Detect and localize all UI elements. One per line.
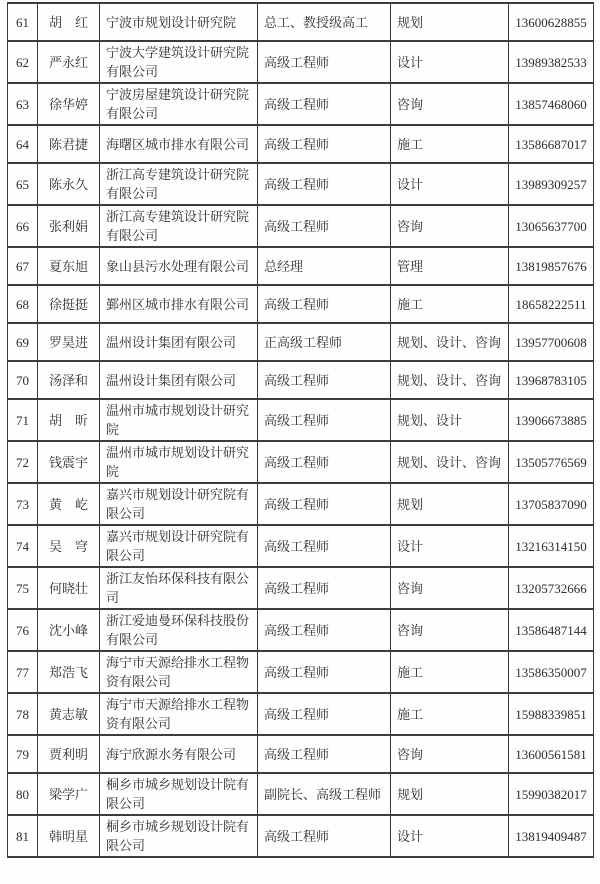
- cell-organization: 鄞州区城市排水有限公司: [100, 285, 258, 323]
- cell-row-number: 76: [8, 609, 38, 651]
- cell-row-number: 61: [8, 3, 38, 41]
- cell-professional-title: 高级工程师: [258, 361, 391, 399]
- table-row-68: [8, 285, 594, 323]
- cell-specialty: 规划、设计、咨询: [391, 441, 509, 483]
- cell-row-number: 81: [8, 815, 38, 857]
- cell-phone-number: 13505776569: [509, 441, 594, 483]
- cell-phone-number: 13586687017: [509, 125, 594, 163]
- cell-expert-name: 梁学广: [38, 773, 100, 815]
- cell-organization: 浙江高专建筑设计研究院有限公司: [100, 163, 258, 205]
- cell-professional-title: 总工、教授级高工: [258, 3, 391, 41]
- cell-professional-title: 高级工程师: [258, 125, 391, 163]
- cell-row-number: 67: [8, 247, 38, 285]
- cell-phone-number: 13216314150: [509, 525, 594, 567]
- cell-phone-number: 13586487144: [509, 609, 594, 651]
- cell-expert-name: 胡 昕: [38, 399, 100, 441]
- cell-expert-name: 沈小峰: [38, 609, 100, 651]
- table-row-80: [8, 773, 594, 815]
- cell-row-number: 68: [8, 285, 38, 323]
- table-row-63: [8, 83, 594, 125]
- cell-row-number: 66: [8, 205, 38, 247]
- cell-organization: 桐乡市城乡规划设计院有限公司: [100, 815, 258, 857]
- cell-professional-title: 正高级工程师: [258, 323, 391, 361]
- cell-row-number: 71: [8, 399, 38, 441]
- cell-phone-number: 13205732666: [509, 567, 594, 609]
- cell-professional-title: 高级工程师: [258, 399, 391, 441]
- cell-row-number: 80: [8, 773, 38, 815]
- cell-phone-number: 13857468060: [509, 83, 594, 125]
- table-row-62: [8, 41, 594, 83]
- cell-professional-title: 高级工程师: [258, 205, 391, 247]
- cell-phone-number: 13957700608: [509, 323, 594, 361]
- cell-professional-title: 高级工程师: [258, 567, 391, 609]
- cell-professional-title: 高级工程师: [258, 163, 391, 205]
- cell-phone-number: 15990382017: [509, 773, 594, 815]
- table-row-61: [8, 3, 594, 41]
- cell-expert-name: 钱震宇: [38, 441, 100, 483]
- table-row-79: [8, 735, 594, 773]
- table-row-73: [8, 483, 594, 525]
- cell-expert-name: 何晓壮: [38, 567, 100, 609]
- cell-professional-title: 高级工程师: [258, 441, 391, 483]
- cell-specialty: 施工: [391, 125, 509, 163]
- cell-professional-title: 副院长、高级工程师: [258, 773, 391, 815]
- cell-specialty: 设计: [391, 815, 509, 857]
- cell-phone-number: 13600628855: [509, 3, 594, 41]
- cell-phone-number: 13968783105: [509, 361, 594, 399]
- cell-professional-title: 高级工程师: [258, 525, 391, 567]
- cell-organization: 浙江高专建筑设计研究院有限公司: [100, 205, 258, 247]
- cell-specialty: 咨询: [391, 609, 509, 651]
- cell-organization: 浙江爱迪曼环保科技股份有限公司: [100, 609, 258, 651]
- cell-expert-name: 罗昊进: [38, 323, 100, 361]
- table-row-65: [8, 163, 594, 205]
- cell-phone-number: 13819857676: [509, 247, 594, 285]
- cell-row-number: 70: [8, 361, 38, 399]
- cell-organization: 温州设计集团有限公司: [100, 361, 258, 399]
- cell-phone-number: 13989309257: [509, 163, 594, 205]
- cell-phone-number: 18658222511: [509, 285, 594, 323]
- cell-row-number: 69: [8, 323, 38, 361]
- cell-phone-number: 13819409487: [509, 815, 594, 857]
- cell-organization: 浙江友怡环保科技有限公司: [100, 567, 258, 609]
- cell-expert-name: 贾利明: [38, 735, 100, 773]
- cell-professional-title: 高级工程师: [258, 609, 391, 651]
- cell-specialty: 咨询: [391, 83, 509, 125]
- cell-organization: 海宁市天源给排水工程物资有限公司: [100, 693, 258, 735]
- cell-professional-title: 高级工程师: [258, 815, 391, 857]
- cell-professional-title: 高级工程师: [258, 693, 391, 735]
- cell-phone-number: 13586350007: [509, 651, 594, 693]
- cell-row-number: 75: [8, 567, 38, 609]
- table-row-72: [8, 441, 594, 483]
- table-row-64: [8, 125, 594, 163]
- cell-row-number: 77: [8, 651, 38, 693]
- cell-expert-name: 徐挺挺: [38, 285, 100, 323]
- cell-professional-title: 高级工程师: [258, 41, 391, 83]
- cell-phone-number: 13705837090: [509, 483, 594, 525]
- cell-phone-number: 13065637700: [509, 205, 594, 247]
- cell-professional-title: 高级工程师: [258, 83, 391, 125]
- cell-specialty: 设计: [391, 41, 509, 83]
- cell-specialty: 施工: [391, 693, 509, 735]
- cell-expert-name: 胡 红: [38, 3, 100, 41]
- cell-expert-name: 徐华婷: [38, 83, 100, 125]
- table-row-71: [8, 399, 594, 441]
- table-row-74: [8, 525, 594, 567]
- table-row-81: [8, 815, 594, 857]
- table-row-70: [8, 361, 594, 399]
- cell-professional-title: 高级工程师: [258, 285, 391, 323]
- cell-specialty: 咨询: [391, 735, 509, 773]
- cell-specialty: 规划、设计、咨询: [391, 361, 509, 399]
- cell-expert-name: 陈永久: [38, 163, 100, 205]
- cell-specialty: 施工: [391, 651, 509, 693]
- cell-specialty: 规划、设计: [391, 399, 509, 441]
- cell-organization: 嘉兴市规划设计研究院有限公司: [100, 483, 258, 525]
- cell-specialty: 规划、设计、咨询: [391, 323, 509, 361]
- cell-organization: 桐乡市城乡规划设计院有限公司: [100, 773, 258, 815]
- cell-row-number: 64: [8, 125, 38, 163]
- experts-table: [7, 2, 594, 858]
- cell-phone-number: 15988339851: [509, 693, 594, 735]
- cell-professional-title: 高级工程师: [258, 483, 391, 525]
- cell-organization: 温州市城市规划设计研究院: [100, 399, 258, 441]
- cell-organization: 嘉兴市规划设计研究院有限公司: [100, 525, 258, 567]
- cell-organization: 象山县污水处理有限公司: [100, 247, 258, 285]
- cell-expert-name: 黄 屹: [38, 483, 100, 525]
- cell-organization: 宁波市规划设计研究院: [100, 3, 258, 41]
- cell-specialty: 施工: [391, 285, 509, 323]
- cell-row-number: 72: [8, 441, 38, 483]
- table-row-67: [8, 247, 594, 285]
- cell-specialty: 管理: [391, 247, 509, 285]
- cell-organization: 温州市城市规划设计研究院: [100, 441, 258, 483]
- cell-phone-number: 13600561581: [509, 735, 594, 773]
- cell-professional-title: 高级工程师: [258, 735, 391, 773]
- cell-specialty: 规划: [391, 483, 509, 525]
- cell-row-number: 73: [8, 483, 38, 525]
- cell-specialty: 规划: [391, 773, 509, 815]
- cell-expert-name: 韩明星: [38, 815, 100, 857]
- cell-row-number: 74: [8, 525, 38, 567]
- cell-specialty: 咨询: [391, 205, 509, 247]
- cell-professional-title: 高级工程师: [258, 651, 391, 693]
- cell-row-number: 62: [8, 41, 38, 83]
- cell-organization: 海宁市天源给排水工程物资有限公司: [100, 651, 258, 693]
- cell-specialty: 设计: [391, 163, 509, 205]
- cell-row-number: 79: [8, 735, 38, 773]
- cell-expert-name: 夏东旭: [38, 247, 100, 285]
- cell-phone-number: 13906673885: [509, 399, 594, 441]
- cell-organization: 宁波大学建筑设计研究院有限公司: [100, 41, 258, 83]
- cell-phone-number: 13989382533: [509, 41, 594, 83]
- table-row-69: [8, 323, 594, 361]
- cell-professional-title: 总经理: [258, 247, 391, 285]
- cell-row-number: 78: [8, 693, 38, 735]
- cell-expert-name: 吴 穹: [38, 525, 100, 567]
- table-row-77: [8, 651, 594, 693]
- cell-organization: 海曙区城市排水有限公司: [100, 125, 258, 163]
- cell-row-number: 63: [8, 83, 38, 125]
- cell-expert-name: 陈君捷: [38, 125, 100, 163]
- cell-specialty: 规划: [391, 3, 509, 41]
- table-row-76: [8, 609, 594, 651]
- cell-row-number: 65: [8, 163, 38, 205]
- table-row-78: [8, 693, 594, 735]
- cell-expert-name: 严永红: [38, 41, 100, 83]
- cell-organization: 宁波房屋建筑设计研究院有限公司: [100, 83, 258, 125]
- cell-specialty: 设计: [391, 525, 509, 567]
- cell-expert-name: 汤泽和: [38, 361, 100, 399]
- cell-expert-name: 郑浩飞: [38, 651, 100, 693]
- cell-organization: 温州设计集团有限公司: [100, 323, 258, 361]
- table-row-75: [8, 567, 594, 609]
- cell-expert-name: 黄志敏: [38, 693, 100, 735]
- cell-organization: 海宁欣源水务有限公司: [100, 735, 258, 773]
- cell-expert-name: 张利娟: [38, 205, 100, 247]
- table-row-66: [8, 205, 594, 247]
- cell-specialty: 咨询: [391, 567, 509, 609]
